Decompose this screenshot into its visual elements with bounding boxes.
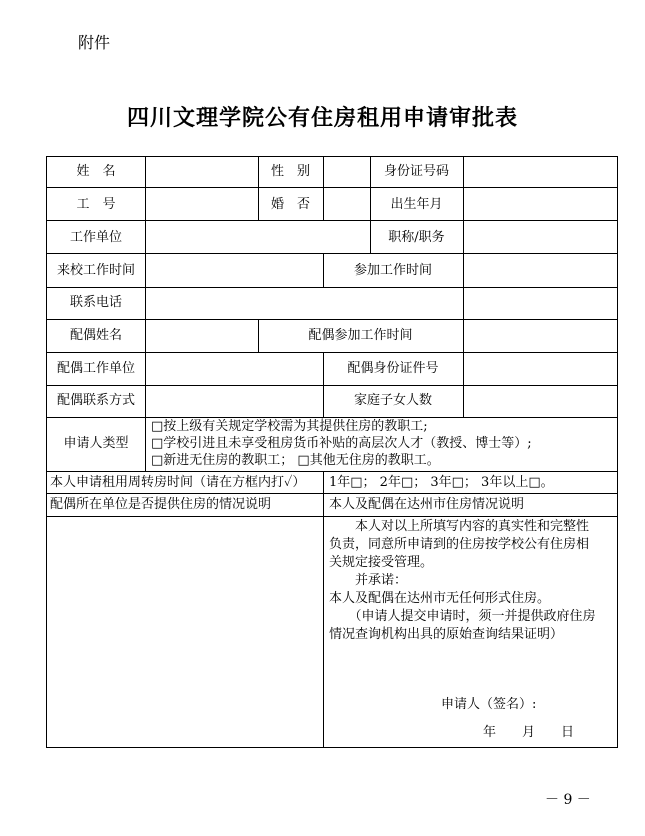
marital-label: 婚 否 xyxy=(270,197,310,212)
spouse-housing-label: 配偶所在单位是否提供住房的情况说明 xyxy=(50,497,272,512)
rental-period-options: 1年□； 2年□； 3年□； 3年以上□。 xyxy=(329,475,554,490)
pledge-line: 并承诺： xyxy=(329,573,408,588)
rental-period-label: 本人申请租用周转房时间（请在方框内打✓） xyxy=(50,475,306,490)
birth-label: 出生年月 xyxy=(390,197,443,212)
phone-label: 联系电话 xyxy=(69,295,122,310)
children-label: 家庭子女人数 xyxy=(353,393,432,408)
pledge-line: 本人及配偶在达州市无任何形式住房。 xyxy=(329,591,551,606)
attachment-label: 附件 xyxy=(78,33,111,52)
self-housing-label: 本人及配偶在达州市住房情况说明 xyxy=(329,497,525,512)
pledge-line: 本人对以上所填写内容的真实性和完整性 xyxy=(329,519,590,534)
work-unit-label: 工作单位 xyxy=(69,230,122,245)
applicant-type-option: □学校引进且未享受租房货币补贴的高层次人才（教授、博士等）; xyxy=(151,436,532,451)
title-position-label: 职称/职务 xyxy=(388,230,445,245)
name-label: 姓 名 xyxy=(76,164,116,179)
id-number-label: 身份证号码 xyxy=(383,164,449,179)
spouse-id-label: 配偶身份证件号 xyxy=(347,361,439,376)
gender-label: 性 别 xyxy=(270,164,310,179)
work-start-label: 参加工作时间 xyxy=(353,263,432,278)
spouse-contact-label: 配偶联系方式 xyxy=(56,393,135,408)
applicant-type-label: 申请人类型 xyxy=(63,436,129,451)
applicant-type-option: □按上级有关规定学校需为其提供住房的教职工; xyxy=(151,419,428,434)
page-title: 四川文理学院公有住房租用申请审批表 xyxy=(126,105,518,131)
signature-label: 申请人（签名）: xyxy=(441,697,537,712)
spouse-work-start-label: 配偶参加工作时间 xyxy=(308,328,413,343)
pledge-line: （申请人提交申请时，须一并提供政府住房 xyxy=(329,609,596,624)
spouse-unit-label: 配偶工作单位 xyxy=(56,361,135,376)
application-form-table xyxy=(46,156,618,748)
pledge-line: 关规定接受管理。 xyxy=(329,555,434,570)
page-number: － 9 － xyxy=(545,792,591,808)
pledge-line: 情况查询机构出具的原始查询结果证明） xyxy=(329,627,564,642)
date-label: 年 月 日 xyxy=(483,725,575,740)
staff-no-label: 工 号 xyxy=(76,197,116,212)
school-start-label: 来校工作时间 xyxy=(56,263,135,278)
applicant-type-option: □新进无住房的教职工； □其他无住房的教职工。 xyxy=(151,453,440,468)
spouse-name-label: 配偶姓名 xyxy=(69,328,122,343)
pledge-line: 负责，同意所申请到的住房按学校公有住房相 xyxy=(329,537,590,552)
